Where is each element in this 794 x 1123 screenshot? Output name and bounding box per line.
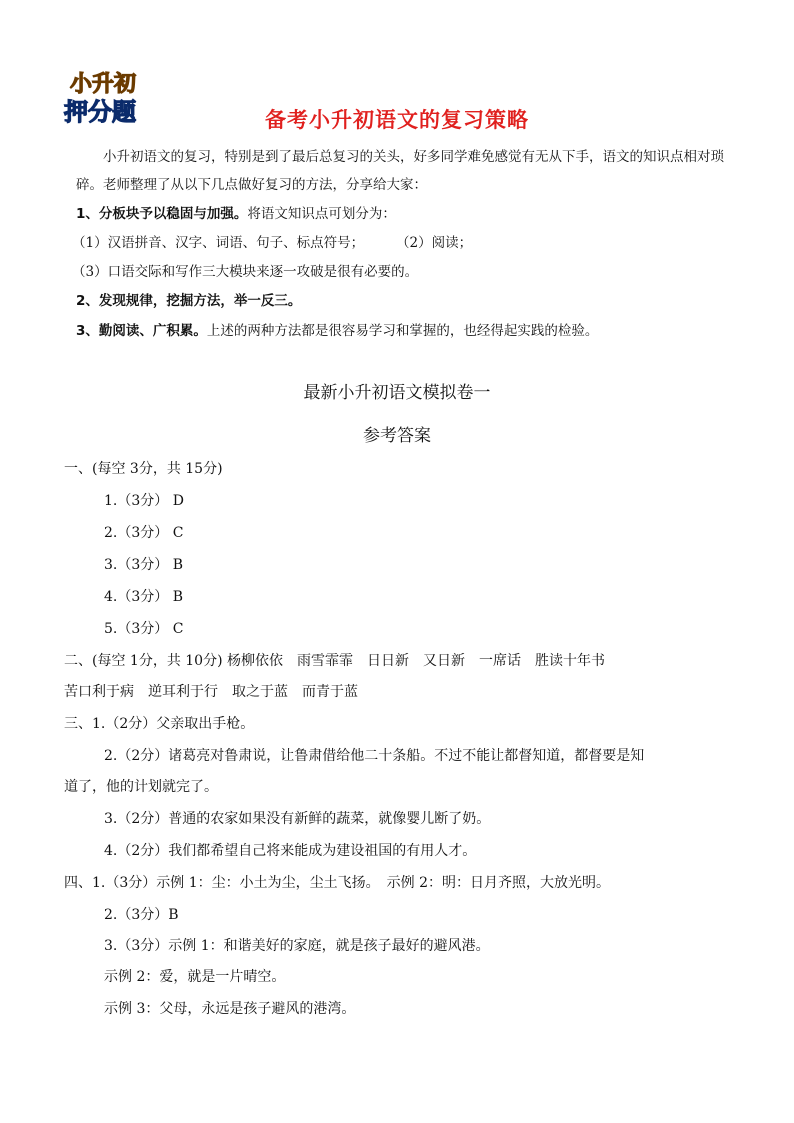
tip-1 bbox=[76, 204, 396, 224]
answer-item: 5.（3分） C bbox=[104, 621, 184, 637]
logo-line2: 押分题 bbox=[64, 98, 136, 126]
answer-item: 4.（3分） B bbox=[104, 589, 184, 605]
section-2-line-1: 二、(每空 1分，共 10分) 杨柳依依 雨雪霏霏 日日新 又日新 一席话 胜读十年书 bbox=[64, 653, 605, 669]
section-3-item-1: 三、1.（2分）父亲取出手枪。 bbox=[64, 716, 255, 732]
exam-title: 最新小升初语文模拟卷一 bbox=[303, 383, 491, 403]
section-4-item-2: 2.（3分）B bbox=[104, 907, 179, 923]
intro-paragraph: 小升初语文的复习，特别是到了最后总复习的关头，好多同学难免感觉有无从下手，语文的知识点相对琐碎。老师整理了从以下几点做好复习的方法，分享给大家： bbox=[76, 149, 724, 193]
section-3-item-3: 3.（2分）普通的农家如果没有新鲜的蔬菜，就像婴儿断了奶。 bbox=[104, 811, 491, 827]
answer-item: 3.（3分） B bbox=[104, 557, 184, 573]
tip-1-sub-2: （2）阅读； bbox=[396, 235, 473, 251]
tip-3 bbox=[76, 321, 598, 341]
section-4-example-3: 示例 3：父母，永远是孩子避风的港湾。 bbox=[104, 1001, 356, 1017]
section-1-heading: 一、(每空 3分，共 15分) bbox=[64, 461, 223, 477]
tip-1-text: 将语文知识点可划分为： bbox=[247, 206, 396, 222]
section-2-line-2: 苦口利于病 逆耳利于行 取之于蓝 而青于蓝 bbox=[64, 684, 358, 700]
section-4-item-3: 3.（3分）示例 1：和谐美好的家庭，就是孩子最好的避风港。 bbox=[104, 938, 490, 954]
answer-item: 1.（3分） D bbox=[104, 493, 184, 509]
section-4-item-1: 四、1.（3分）示例 1：尘：小土为尘，尘土飞扬。 示例 2：明：日月齐照，大放光明。 bbox=[64, 875, 610, 891]
exam-subtitle: 参考答案 bbox=[363, 426, 431, 446]
answer-item: 2.（3分） C bbox=[104, 525, 184, 541]
tip-2: 2、发现规律，挖掘方法，举一反三。 bbox=[76, 293, 302, 309]
section-3-item-2: 2.（2分）诸葛亮对鲁肃说，让鲁肃借给他二十条船。不过不能让都督知道，都督要是知 bbox=[104, 748, 645, 764]
tip-1-heading: 1、分板块予以稳固与加强。 bbox=[76, 206, 248, 222]
section-4-example-2: 示例 2：爱，就是一片晴空。 bbox=[104, 969, 286, 985]
logo-line1: 小升初 bbox=[70, 72, 137, 97]
tip-3-heading: 3、勤阅读、广积累。 bbox=[76, 323, 207, 339]
tip-3-text: 上述的两种方法都是很容易学习和掌握的，也经得起实践的检验。 bbox=[206, 323, 599, 339]
section-3-item-2-cont: 道了，他的计划就完了。 bbox=[64, 779, 218, 795]
section-3-item-4: 4.（2分）我们都希望自己将来能成为建设祖国的有用人才。 bbox=[104, 843, 477, 859]
tip-1-sub-1: （1）汉语拼音、汉字、词语、句子、标点符号； bbox=[72, 235, 365, 251]
page-title: 备考小升初语文的复习策略 bbox=[265, 108, 529, 132]
tip-1-sub-3: （3）口语交际和写作三大模块来逐一攻破是很有必要的。 bbox=[72, 264, 419, 280]
